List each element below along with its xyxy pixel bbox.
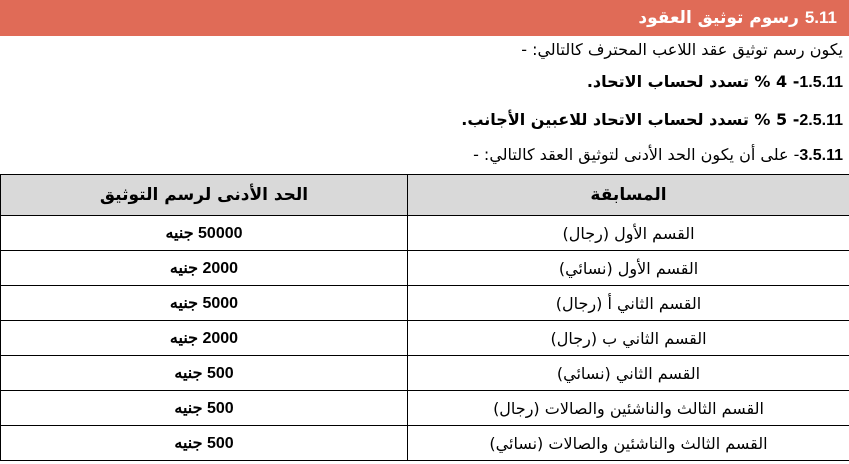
table-row <box>1 356 849 391</box>
section-header <box>0 0 849 36</box>
fee-cell: 50000 جنيه <box>1 216 408 251</box>
table-row <box>1 216 849 251</box>
competition-cell: القسم الأول (نسائي) <box>408 251 849 286</box>
fee-cell: 2000 جنيه <box>1 251 408 286</box>
clause-1-ref: 1.5.11 <box>799 74 843 91</box>
competition-cell: القسم الثاني (نسائي) <box>408 356 849 391</box>
clause-3 <box>473 145 843 165</box>
clause-1 <box>587 72 843 92</box>
competition-cell: القسم الثالث والناشئين والصالات (رجال) <box>408 391 849 426</box>
table-row <box>1 426 849 461</box>
clause-2-text: - 5 % تسدد لحساب الاتحاد للاعبين الأجانب. <box>461 110 800 129</box>
table-row <box>1 286 849 321</box>
fee-cell: 5000 جنيه <box>1 286 408 321</box>
table-row <box>1 251 849 286</box>
competition-cell: القسم الثاني أ (رجال) <box>408 286 849 321</box>
fee-cell: 500 جنيه <box>1 426 408 461</box>
fee-cell: 500 جنيه <box>1 356 408 391</box>
clause-2 <box>461 110 843 130</box>
competition-cell: القسم الثاني ب (رجال) <box>408 321 849 356</box>
clause-3-text: - على أن يكون الحد الأدنى لتوثيق العقد كالتالي: - <box>473 145 800 164</box>
fees-table <box>0 174 849 461</box>
fee-cell: 500 جنيه <box>1 391 408 426</box>
table-row <box>1 321 849 356</box>
clause-1-text: - 4 % تسدد لحساب الاتحاد. <box>586 72 800 91</box>
intro-text: يكون رسم توثيق عقد اللاعب المحترف كالتالي: - <box>521 40 843 59</box>
clause-3-ref: 3.5.11 <box>799 147 843 164</box>
section-number: 5.11 <box>804 8 837 27</box>
table-header-row <box>1 175 849 216</box>
header-min-fee: الحد الأدنى لرسم التوثيق <box>1 175 408 216</box>
competition-cell: القسم الأول (رجال) <box>408 216 849 251</box>
table-row <box>1 391 849 426</box>
fee-cell: 2000 جنيه <box>1 321 408 356</box>
header-competition: المسابقة <box>408 175 849 216</box>
clause-2-ref: 2.5.11 <box>799 112 843 129</box>
competition-cell: القسم الثالث والناشئين والصالات (نسائي) <box>408 426 849 461</box>
section-title: رسوم توثيق العقود <box>638 8 799 28</box>
